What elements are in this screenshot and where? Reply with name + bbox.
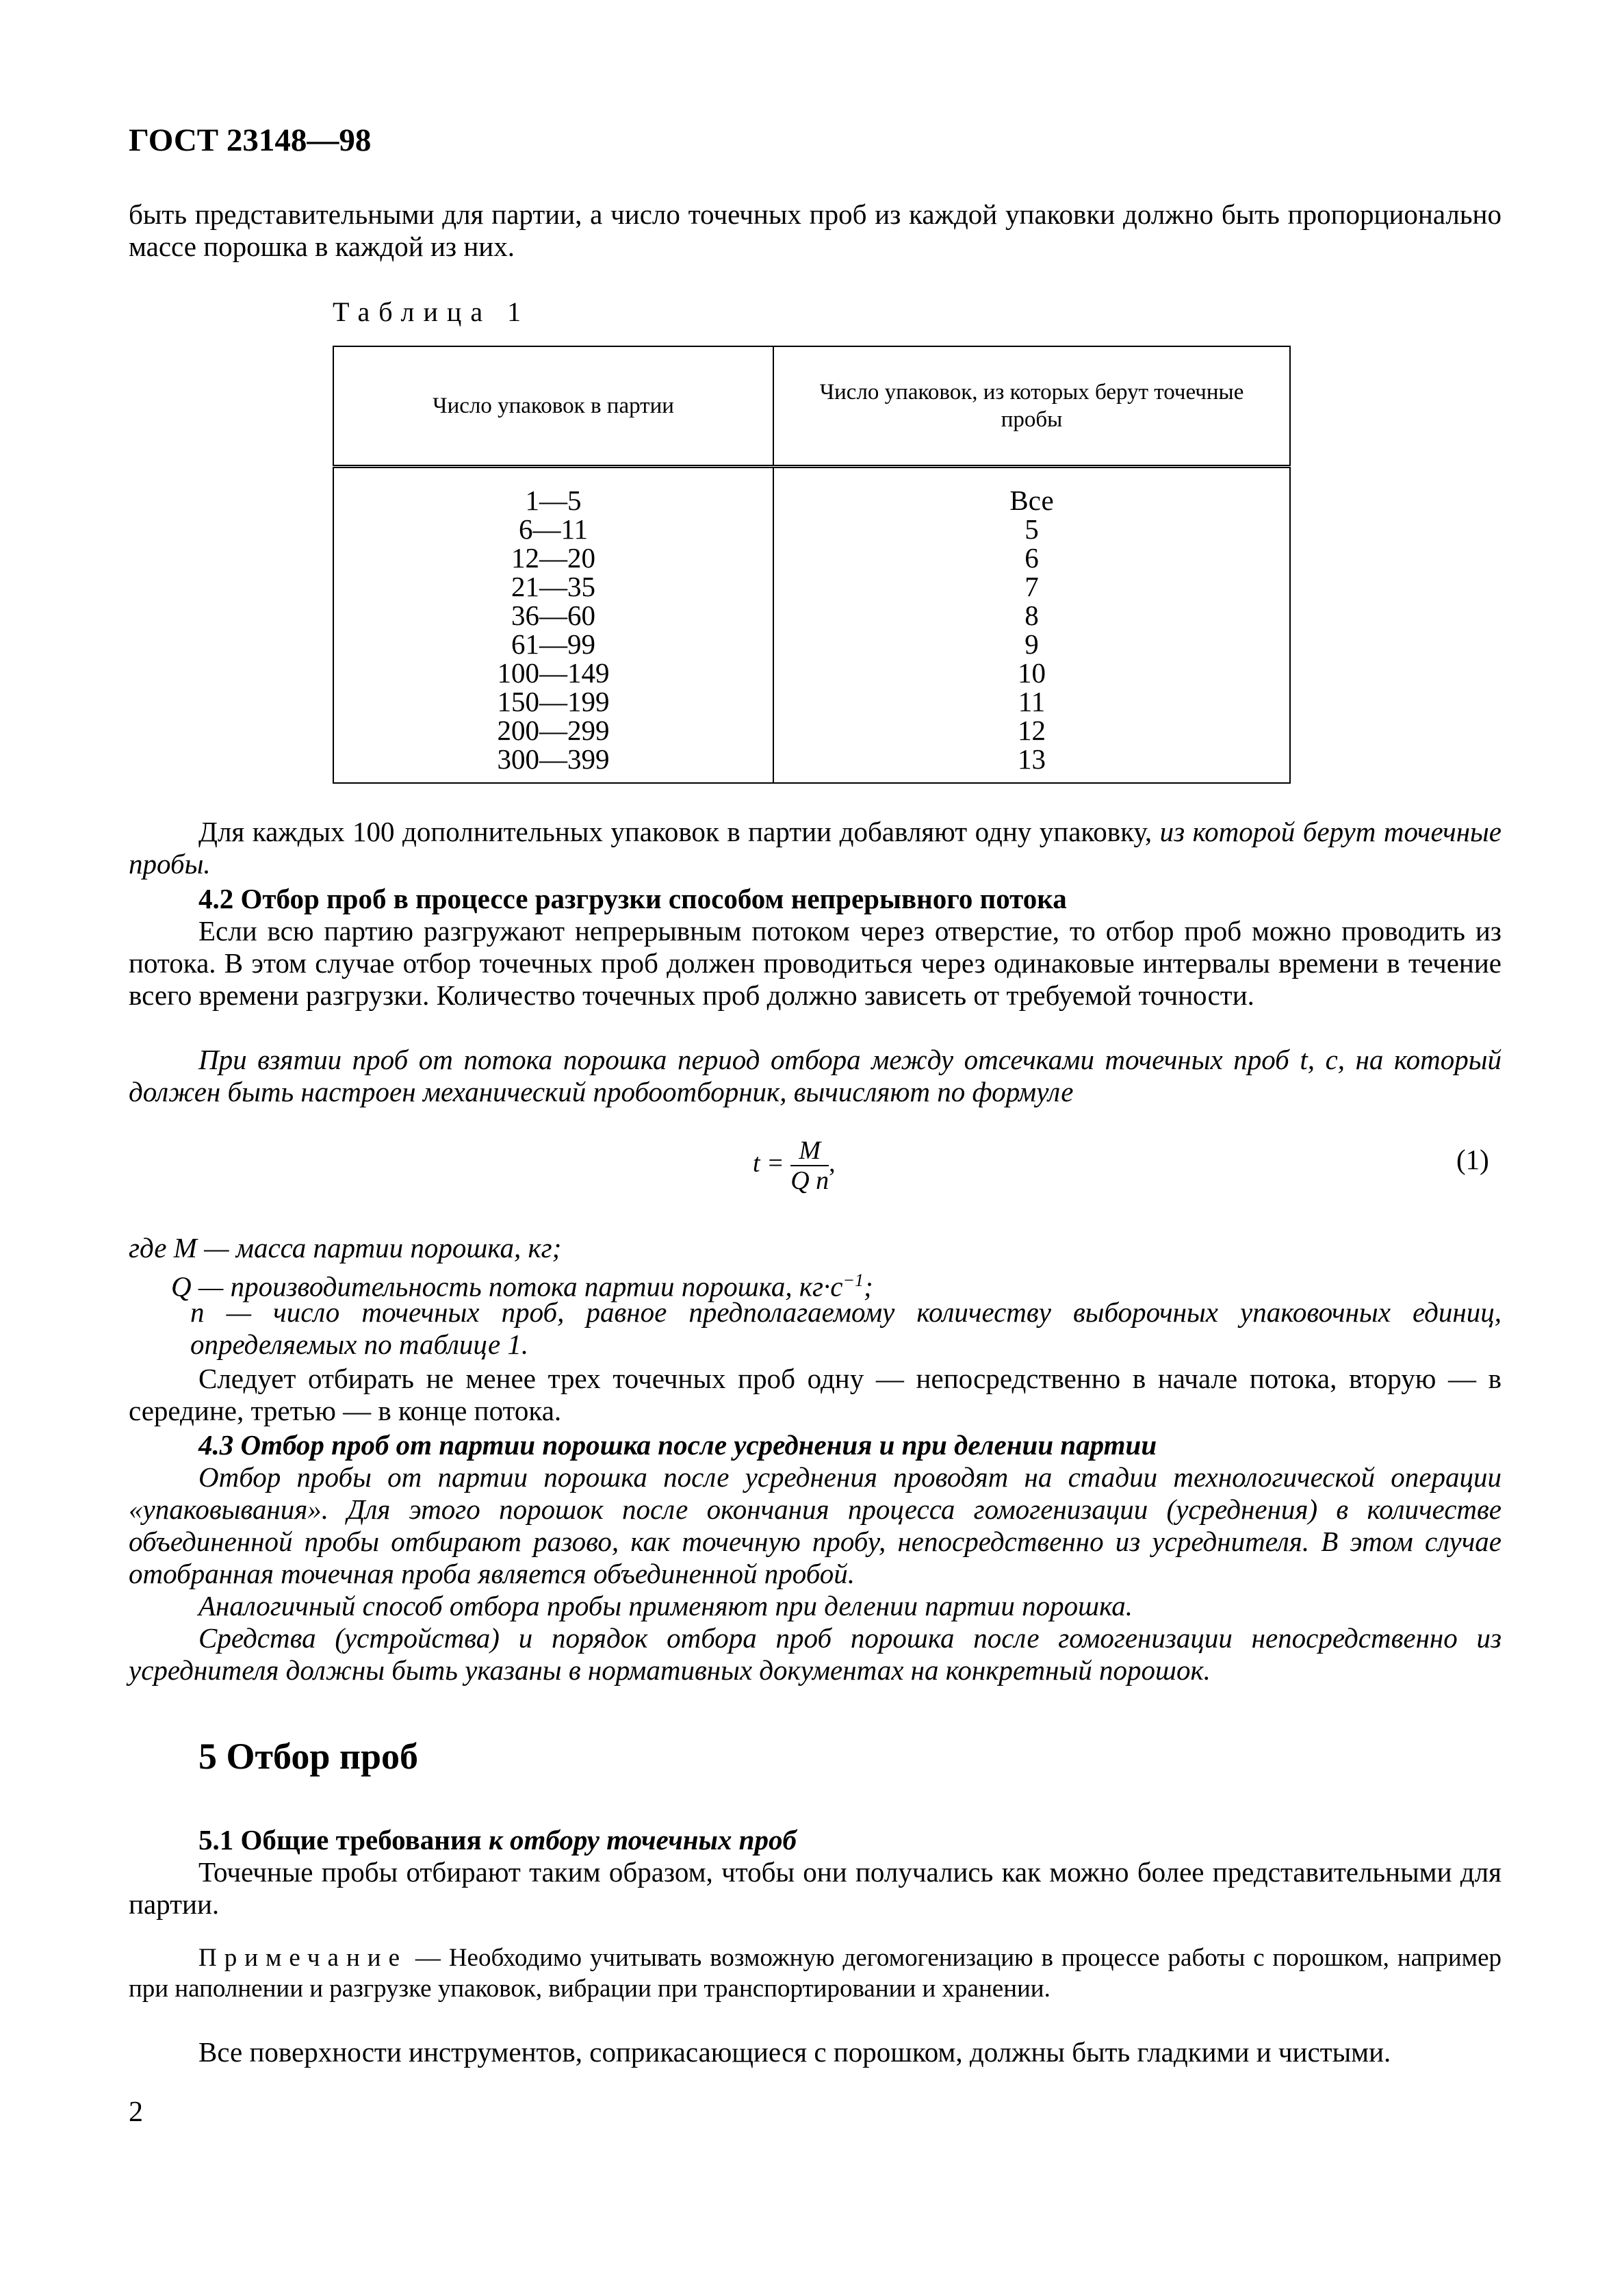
- formula-1: [753, 1136, 836, 1195]
- section-4-2-paragraph-2: При взятии проб от потока порошка период отбора между отсечками точечных проб t, с, на который должен быть настроен механический пробоотборник, вычисляют по формуле: [129, 1044, 1501, 1107]
- formula-number: (1): [1456, 1144, 1489, 1175]
- definition-m: где M — масса партии порошка, кг;: [129, 1232, 562, 1263]
- note: [129, 1942, 1501, 2004]
- section-5-1-heading: [129, 1824, 1501, 1856]
- table-cell-range: 12—20: [511, 542, 596, 574]
- definition-q-end: ;: [864, 1270, 873, 1303]
- definition-q-text: Q — производительность потока партии порошка, кг·с: [171, 1270, 843, 1303]
- table-cell-count: 13: [1018, 743, 1046, 775]
- table-cell-count: 8: [1024, 600, 1039, 631]
- table-cell-count: 5: [1024, 513, 1039, 545]
- section-4-3-paragraph-2: Аналогичный способ отбора пробы применяют при делении партии порошка.: [198, 1590, 1133, 1621]
- section-4-3-paragraph-1: Отбор пробы от партии порошка после усреднения проводят на стадии технологической операции «упаковывания». Для этого порошок после окончания процесса гомогенизации (усреднения) в количестве объединенной пробы отбирают разово, как точечную пробу, непосредственно из усреднителя. В этом случае отобранная точечная проба является объединенной пробой.: [129, 1461, 1501, 1589]
- table-cell-range: 61—99: [511, 628, 596, 660]
- table-cell-count: 12: [1018, 715, 1046, 746]
- table-column-counts: [773, 467, 1290, 784]
- section-4-2-heading: 4.2 Отбор проб в процессе разгрузки способом непрерывного потока: [198, 883, 1067, 914]
- formula-denominator: Q n: [790, 1166, 829, 1195]
- table-cell-range: 200—299: [497, 715, 610, 746]
- table-cell-range: 21—35: [511, 571, 596, 602]
- table-cell-range: 150—199: [497, 686, 610, 717]
- table-cell-range: 1—5: [525, 485, 582, 516]
- table-caption: Таблица 1: [333, 296, 530, 327]
- definition-n: n — число точечных проб, равное предполагаемому количеству выборочных упаковочных единиц, определяемых по таблице 1.: [190, 1296, 1501, 1360]
- table-cell-count: 9: [1024, 628, 1039, 660]
- table-header-sampled: Число упаковок, из которых берут точечные пробы: [773, 346, 1290, 467]
- section-5-title: 5 Отбор проб: [198, 1736, 418, 1777]
- table-cell-range: 36—60: [511, 600, 596, 631]
- additional-packages-italic: из которой берут точечные пробы.: [129, 816, 1501, 880]
- table-cell-count: 6: [1024, 542, 1039, 574]
- table-cell-count: 7: [1024, 571, 1039, 602]
- table-cell-range: 6—11: [519, 513, 589, 545]
- formula-lhs: t =: [753, 1149, 784, 1178]
- table-cell-count: Все: [1009, 485, 1054, 516]
- packages-table: [333, 346, 1291, 784]
- note-label: Примечание: [198, 1944, 407, 1972]
- three-samples-paragraph: Следует отбирать не менее трех точечных проб одну — непосредственно в начале потока, вторую — в середине, третью — в конце потока.: [129, 1363, 1501, 1426]
- section-4-2-paragraph-1: Если всю партию разгружают непрерывным потоком через отверстие, то отбор проб можно проводить из потока. В этом случае отбор точечных проб должен проводиться через одинаковые интервалы времени в течение всего времени разгрузки. Количество точечных проб должно зависеть от требуемой точности.: [129, 915, 1501, 1011]
- page-number: 2: [129, 2096, 143, 2128]
- table-header-packages: Число упаковок в партии: [333, 346, 773, 467]
- table-cell-count: 11: [1018, 686, 1046, 717]
- formula-fraction: [790, 1136, 829, 1195]
- intro-paragraph: быть представительными для партии, а число точечных проб из каждой упаковки должно быть пропорционально массе порошка в каждой из них.: [129, 198, 1501, 262]
- formula-tail: ,: [829, 1149, 836, 1178]
- additional-packages-paragraph: [129, 816, 1501, 880]
- additional-packages-text: Для каждых 100 дополнительных упаковок в партии добавляют одну упаковку,: [198, 816, 1160, 847]
- table-column-ranges: [333, 467, 773, 784]
- section-5-1-heading-bold: 5.1 Общие требования: [198, 1824, 489, 1856]
- note-text: — Необходимо учитывать возможную дегомогенизацию в процессе работы с порошком, например при наполнении и разгрузке упаковок, вибрации при транспортировании и хранении.: [129, 1944, 1501, 2003]
- table-cell-range: 300—399: [497, 743, 610, 775]
- definition-q-sup: −1: [842, 1270, 864, 1290]
- formula-numerator: M: [790, 1136, 829, 1166]
- section-4-3-paragraph-3: Средства (устройства) и порядок отбора проб порошка после гомогенизации непосредственно из усреднителя должны быть указаны в нормативных документах на конкретный порошок.: [129, 1622, 1501, 1686]
- section-5-1-paragraph-2: Все поверхности инструментов, соприкасающиеся с порошком, должны быть гладкими и чистыми.: [198, 2036, 1391, 2068]
- document-header: ГОСТ 23148—98: [129, 123, 372, 158]
- table-cell-range: 100—149: [497, 657, 610, 689]
- section-5-1-heading-italic: к отбору точечных проб: [488, 1824, 797, 1856]
- table-cell-count: 10: [1018, 657, 1046, 689]
- section-5-1-paragraph-1: Точечные пробы отбирают таким образом, чтобы они получались как можно более представительными для партии.: [129, 1856, 1501, 1920]
- section-4-3-heading: 4.3 Отбор проб от партии порошка после усреднения и при делении партии: [198, 1429, 1157, 1461]
